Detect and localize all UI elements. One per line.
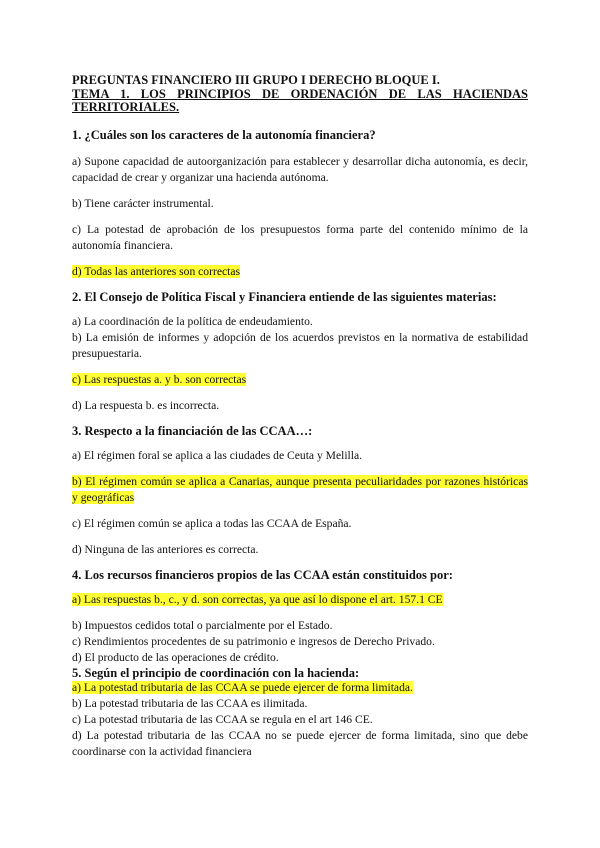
question-4 [72, 568, 528, 666]
question-title: 2. El Consejo de Política Fiscal y Financiera entiende de las siguientes materias: [72, 290, 497, 304]
document-title: PREGUNTAS FINANCIERO III GRUPO I DERECHO BLOQUE I. [72, 73, 440, 87]
answer-option: a) La coordinación de la política de endeudamiento. [72, 315, 313, 328]
topic-title-line-1: TEMA 1. LOS PRINCIPIOS DE ORDENACIÓN DE LAS HACIENDAS [72, 87, 528, 101]
answer-option-correct [72, 372, 528, 388]
answer-option: d) La respuesta b. es incorrecta. [72, 399, 220, 412]
answer-option-correct [72, 592, 528, 608]
answer-option-correct [72, 474, 528, 506]
answer-option: a) Supone capacidad de autoorganización para establecer y desarrollar dicha autonomía, es decir, capacidad de crear y organizar una hacienda autónoma. [72, 155, 528, 184]
question-title: 1. ¿Cuáles son los caracteres de la autonomía financiera? [72, 128, 376, 142]
highlighted-answer: b) El régimen común se aplica a Canarias, aunque presenta peculiaridades por razones históricas y geográficas [72, 475, 528, 504]
question-2 [72, 290, 528, 424]
answer-option: c) La potestad de aprobación de los presupuestos forma parte del contenido mínimo de la autonomía financiera. [72, 223, 528, 252]
question-3 [72, 424, 528, 568]
answer-option: c) Rendimientos procedentes de su patrimonio e ingresos de Derecho Privado. [72, 635, 435, 648]
question-title: 5. Según el principio de coordinación con la hacienda: [72, 666, 360, 680]
answer-option: c) El régimen común se aplica a todas las CCAA de España. [72, 517, 352, 530]
question-1 [72, 128, 528, 290]
answer-option: c) La potestad tributaria de las CCAA se regula en el art 146 CE. [72, 713, 373, 726]
highlighted-answer: a) La potestad tributaria de las CCAA se puede ejercer de forma limitada. [72, 681, 413, 694]
question-title: 3. Respecto a la financiación de las CCAA…: [72, 424, 313, 438]
answer-option: a) El régimen foral se aplica a las ciudades de Ceuta y Melilla. [72, 449, 363, 462]
highlighted-answer: c) Las respuestas a. y b. son correctas [72, 373, 247, 386]
answer-option: d) El producto de las operaciones de crédito. [72, 651, 279, 664]
question-title: 4. Los recursos financieros propios de las CCAA están constituidos por: [72, 568, 453, 582]
answer-option: b) Impuestos cedidos total o parcialmente por el Estado. [72, 619, 333, 632]
answer-option: b) La emisión de informes y adopción de los acuerdos previstos en la normativa de estabilidad presupuestaria. [72, 331, 528, 360]
answer-option-correct [72, 264, 528, 280]
question-5 [72, 666, 528, 760]
answer-option-correct [72, 680, 528, 696]
document-body [72, 73, 528, 760]
topic-title-line-2: TERRITORIALES. [72, 100, 180, 114]
answer-option: b) Tiene carácter instrumental. [72, 197, 214, 210]
answer-option: b) La potestad tributaria de las CCAA es ilimitada. [72, 697, 308, 710]
highlighted-answer: a) Las respuestas b., c., y d. son correctas, ya que así lo dispone el art. 157.1 CE [72, 593, 443, 606]
answer-option: d) La potestad tributaria de las CCAA no se puede ejercer de forma limitada, sino que debe coordinarse con la actividad financiera [72, 729, 528, 758]
highlighted-answer: d) Todas las anteriores son correctas [72, 265, 240, 278]
answer-option: d) Ninguna de las anteriores es correcta. [72, 543, 259, 556]
